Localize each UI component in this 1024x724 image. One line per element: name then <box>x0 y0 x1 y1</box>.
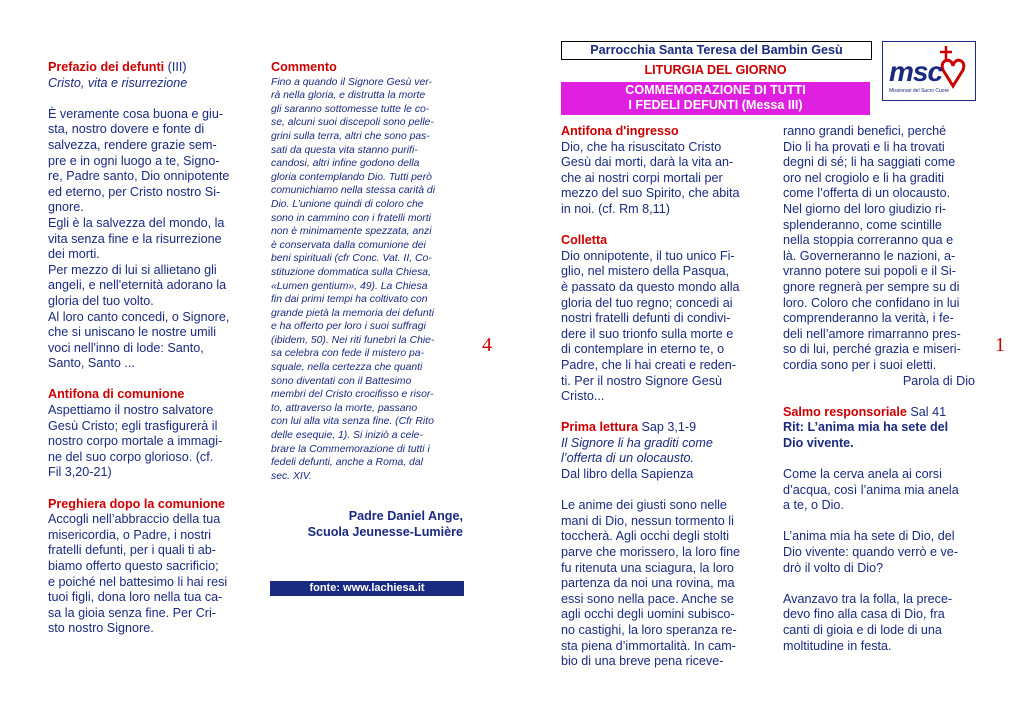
text-line: è passato da questo mondo alla <box>561 279 740 294</box>
text-line: fu ritenuta una sciagura, la loro <box>561 560 734 575</box>
commento-title: Commento <box>271 60 337 74</box>
text-line: Aspettiamo il nostro salvatore <box>48 403 214 418</box>
fonte-bar <box>270 581 464 596</box>
author-name: Padre Daniel Ange, <box>348 509 463 524</box>
text-line: glio, nel mistero della Pasqua, <box>561 264 730 279</box>
text-line: nostri fratelli defunti di condivi- <box>561 311 731 326</box>
text-line: beni spirituali (cfr Conc. Vat. II, Co- <box>271 253 432 265</box>
text-line: dere il suo trionfo sulla morte e <box>561 326 734 341</box>
text-line: che ai nostri corpi mortali per <box>561 170 723 185</box>
text-line: sa la gioia senza fine. Per Cri- <box>48 605 216 620</box>
msc-logo <box>882 41 976 101</box>
text-line: vita senza fine e la risurrezione <box>48 231 222 246</box>
column-letture <box>561 124 753 670</box>
prima-lettura-continued <box>783 124 975 374</box>
text-line: vranno potere sui popoli e il Si- <box>783 264 956 279</box>
text-line: nella stoppia correranno qua e <box>783 233 954 248</box>
text-line: sono diventati con il Battesimo <box>271 375 412 387</box>
text-line: Dio vivente: quando verrò e ve- <box>783 545 959 560</box>
text-line: sec. XIV. <box>271 470 312 482</box>
text-line: e poiché nel battesimo li hai resi <box>48 574 228 589</box>
prefazio-heading: Prefazio dei defunti (III) <box>48 60 187 74</box>
colletta-text <box>561 249 753 405</box>
text-line: Egli è la salvezza del mondo, la <box>48 215 225 230</box>
text-line: so di lui, perché grazia e miseri- <box>783 342 961 357</box>
text-line: membri del Cristo crocifisso e risor- <box>271 389 434 401</box>
text-line: angeli, e nell'eternità adorano la <box>48 278 227 293</box>
parish-title: Parrocchia Santa Teresa del Bambin Gesù <box>561 41 872 60</box>
text-line: sta piena d’immortalità. In cam- <box>561 638 736 653</box>
text-line: Le anime dei giusti sono nelle <box>561 498 727 513</box>
text-line: no castighi, la loro speranza re- <box>561 623 737 637</box>
text-line: dei morti. <box>48 247 100 262</box>
text-line: sono in cammino con i fratelli morti <box>271 212 431 224</box>
text-line: se, alcuni suoi discepoli sono pelle- <box>271 117 434 129</box>
text-line: con lui alla vita senza fine. (Cfr Rito <box>271 416 434 428</box>
msc-logo-text: msc <box>889 56 943 87</box>
text-line: gloria del tuo regno; concedi ai <box>561 295 733 310</box>
preghiera-text <box>48 512 240 637</box>
antifona-comunione-title: Antifona di comunione <box>48 387 185 402</box>
prima-lettura-text <box>561 498 753 670</box>
text-line: degni di sé; li ha saggiati come <box>783 155 956 170</box>
text-line: pre e in ogni luogo a te, Signo- <box>48 153 220 168</box>
text-line: gloria contemplando Dio. Tutti però <box>271 171 432 183</box>
salmo-stanza-2 <box>783 529 975 576</box>
text-line: è conservata dalla comunione dei <box>271 239 426 251</box>
text-line: mezzo del suo Spirito, che abita <box>561 186 740 201</box>
prima-lettura-source: Dal libro della Sapienza <box>561 467 694 482</box>
text-line: fratelli defunti, per i quali ti ab- <box>48 543 217 558</box>
text-line: Dio. L’unione quindi di coloro che <box>271 198 424 210</box>
text-line: misericordia, o Padre, i nostri <box>48 527 212 542</box>
text-line: brare la Commemorazione di tutti i <box>271 443 430 455</box>
salmo-ritornello <box>783 420 975 451</box>
text-line: Come la cerva anela ai corsi <box>783 467 942 482</box>
text-line: to, attraverso la morte, passano <box>271 402 418 414</box>
text-line: L’anima mia ha sete di Dio, del <box>783 529 955 544</box>
text-line: (ibidem, 50). Nei riti funebri la Chie- <box>271 334 435 346</box>
text-line: devo fino alla casa di Dio, fra <box>783 607 945 622</box>
text-line: sta, nostro dovere e fonte di <box>48 122 205 137</box>
text-line: sa celebra con fede il mistero pa- <box>271 348 425 360</box>
text-line: Dio onnipotente, il tuo unico Fi- <box>561 248 735 263</box>
text-line: Gesù Cristo; egli trasfigurerà il <box>48 418 218 433</box>
text-line: parve che morissero, la loro fine <box>561 545 741 560</box>
column-prefazio <box>48 60 240 637</box>
text-line: Fil 3,20-21) <box>48 465 112 480</box>
salmo-heading: Salmo responsoriale Sal 41 <box>783 404 947 419</box>
commemorazione-banner <box>561 82 870 115</box>
parola-di-dio: Parola di Dio <box>902 373 975 388</box>
text-line: re, Padre santo, Dio onnipotente <box>48 169 230 184</box>
text-line: mani di Dio, nessun tormento li <box>561 513 734 528</box>
text-line: comprenderanno la verità, i fe- <box>783 311 954 326</box>
text-line: canti di gioia e di lode di una <box>783 623 942 637</box>
text-line: Accogli nell’abbraccio della tua <box>48 512 221 527</box>
commemorazione-line-1: COMMEMORAZIONE DI TUTTI <box>625 83 806 97</box>
prima-lettura-heading: Prima lettura Sap 3,1-9 <box>561 420 697 435</box>
text-line: cordia sono per i suoi eletti. <box>783 357 937 372</box>
text-line: sto nostro Signore. <box>48 621 154 636</box>
text-line: non è minimamente spezzata, anzi <box>271 226 432 238</box>
text-line: l’offerta di un olocausto. <box>561 451 695 466</box>
text-line: fedeli defunti, anche a Roma, dal <box>271 457 423 469</box>
text-line: comunichiamo nella stessa carità di <box>271 185 436 197</box>
text-line: d’acqua, così l’anima mia anela <box>783 482 959 497</box>
antifona-ingresso-text <box>561 140 753 218</box>
text-line: Dio li ha provati e li ha trovati <box>783 139 945 154</box>
colletta-title: Colletta <box>561 233 608 248</box>
text-line: Dio, che ha risuscitato Cristo <box>561 139 722 154</box>
text-line: È veramente cosa buona e giu- <box>48 106 224 121</box>
author-school: Scuola Jeunesse-Lumière <box>307 525 463 539</box>
text-line: Gesù dai morti, darà la vita an- <box>561 155 734 170</box>
text-line: deli nell’amore rimarranno pres- <box>783 326 961 341</box>
text-line: squale, nella certezza che quanti <box>271 362 423 374</box>
text-line: agli occhi degli uomini subisco- <box>561 607 735 622</box>
liturgia-title: LITURGIA DEL GIORNO <box>644 63 787 77</box>
text-line: partenza da noi una rovina, ma <box>561 576 735 591</box>
text-line: a te, o Dio. <box>783 498 844 513</box>
text-line: grini sulla terra, altri che sono pas- <box>271 130 430 142</box>
text-line: gli saranno sottomesse tutte le co- <box>271 103 430 115</box>
text-line: Fino a quando il Signore Gesù ver- <box>271 76 432 88</box>
text-line: Nel giorno del loro giudizio ri- <box>783 201 947 216</box>
text-line: Al loro canto concedi, o Signore, <box>48 309 230 324</box>
text-line: là. Governeranno le nazioni, a- <box>783 248 956 263</box>
antifona-comunione-text <box>48 403 240 481</box>
prefazio-subtitle: Cristo, vita e risurrezione <box>48 75 188 90</box>
text-line: ed eterno, per Cristo nostro Si- <box>48 184 221 199</box>
text-line: tuoi figli, dona loro nella tua ca- <box>48 590 223 605</box>
text-line: nostro corpo mortale a immagi- <box>48 434 223 449</box>
text-line: rà nella gloria, e distrutta la morte <box>271 90 426 102</box>
msc-logo-caption: Missionari del Sacro Cuore <box>889 88 950 94</box>
text-line: splenderanno, come scintille <box>783 217 942 232</box>
text-line: ti. Per il nostro Signore Gesù <box>561 373 722 388</box>
text-line: Dio vivente. <box>783 435 854 450</box>
fonte-link[interactable]: fonte: www.lachiesa.it <box>309 582 425 594</box>
text-line: Padre, che li hai creati e reden- <box>561 357 737 372</box>
text-line: bio di una breve pena riceve- <box>561 654 724 669</box>
text-line: moltitudine in festa. <box>783 638 892 653</box>
prima-lettura-subtitle <box>561 436 753 467</box>
column-commento <box>271 60 463 541</box>
text-line: e ha offerto per loro i suoi suffragi <box>271 321 426 333</box>
text-line: candosi, altri infine godono della <box>271 158 420 170</box>
text-line: stituzione dommatica sulla Chiesa, <box>271 266 431 278</box>
text-line: gnore. <box>48 200 84 215</box>
text-line: loro. Coloro che confidano in lui <box>783 295 960 310</box>
text-line: drò il volto di Dio? <box>783 560 884 575</box>
text-line: sati da questa vita stanno purifi- <box>271 144 418 156</box>
commento-text <box>271 76 463 484</box>
page-number-right: 1 <box>995 334 1005 356</box>
text-line: salvezza, rendere grazie sem- <box>48 137 217 152</box>
text-line: toccherà. Agli occhi degli stolti <box>561 529 730 544</box>
text-line: come l’offerta di un olocausto. <box>783 186 951 201</box>
column-salmo <box>783 124 975 654</box>
text-line: Il Signore li ha graditi come <box>561 435 713 450</box>
text-line: Cristo... <box>561 389 605 404</box>
text-line: gnore regnerà per sempre su di <box>783 279 960 294</box>
salmo-stanza-1 <box>783 467 975 514</box>
salmo-stanza-3 <box>783 592 975 654</box>
text-line: Avanzavo tra la folla, la prece- <box>783 591 953 606</box>
text-line: in noi. (cf. Rm 8,11) <box>561 201 670 216</box>
text-line: Rit: L’anima mia ha sete del <box>783 420 949 435</box>
text-line: di contemplare in eterno te, o <box>561 342 725 357</box>
preghiera-title: Preghiera dopo la comunione <box>48 496 226 511</box>
commemorazione-line-2: I FEDELI DEFUNTI (Messa III) <box>628 98 803 112</box>
text-line: gloria del tuo volto. <box>48 293 154 308</box>
text-line: voci nell'inno di lode: Santo, <box>48 340 204 355</box>
text-line: ne del suo corpo glorioso. (cf. <box>48 449 214 464</box>
prefazio-text <box>48 107 240 372</box>
text-line: fin dai primi tempi ha coltivato con <box>271 294 428 306</box>
text-line: che si uniscano le nostre umili <box>48 325 216 340</box>
text-line: oro nel crogiolo e li ha graditi <box>783 170 945 185</box>
text-line: grande pietà la memoria dei defunti <box>271 307 434 319</box>
page-number-left: 4 <box>482 334 492 356</box>
text-line: biamo offerto questo sacrificio; <box>48 559 219 573</box>
text-line: Santo, Santo ... <box>48 356 135 371</box>
text-line: delle esequie, 1). Si iniziò a cele- <box>271 430 423 442</box>
text-line: essi sono nella pace. Anche se <box>561 591 734 606</box>
text-line: Per mezzo di lui si allietano gli <box>48 262 217 277</box>
antifona-ingresso-title: Antifona d'ingresso <box>561 124 679 138</box>
text-line: «Lumen gentium», 49). La Chiesa <box>271 280 428 292</box>
text-line: ranno grandi benefici, perché <box>783 124 947 138</box>
